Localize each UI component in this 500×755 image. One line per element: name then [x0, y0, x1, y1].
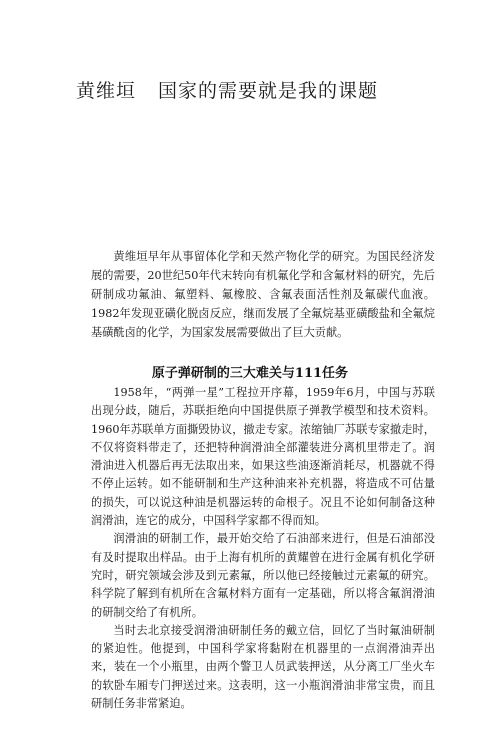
section-body [91, 384, 435, 713]
chapter-title-text: 国家的需要就是我的课题 [158, 80, 379, 102]
chapter-author: 黄维垣 [76, 80, 137, 102]
chapter-abstract: 黄维垣早年从事留体化学和天然产物化学的研究。为国民经济发展的需要，20世纪50年代末转向有机氟化学和含氟材料的研究，先后研制成功氟油、氟塑料、氟橡胶、含氟表面活性剂及氟碳代血液。1982年发现亚磺化脱卤反应，继而发展了全氟烷基亚磺酸盐和全氟烷基磺酰卤的化学，为国家发展需要做出了巨大贡献。 [91, 250, 435, 339]
body-paragraph-3: 当时去北京接受润滑油研制任务的戴立信，回忆了当时氟油研制的紧迫性。他提到，中国科学家将黏附在机器里的一点润滑油弄出来，装在一个小瓶里，由两个警卫人员武装押送，从分离工厂坐火车的软卧车厢专门押送过来。这表明，这一小瓶润滑油非常宝贵，而且研制任务非常紧迫。 [91, 623, 435, 711]
body-paragraph-1: 1958年，“两弹一星”工程拉开序幕，1959年6月，中国与苏联出现分歧，随后，苏联拒绝向中国提供原子弹教学模型和技术资料。1960年苏联单方面撕毁协议，撤走专家。浓缩铀厂苏联专家撤走时，不仅将资料带走了，还把特种润滑油全部灌装进分离机里带走了。润滑油进入机器后再无法取出来，如果这些油逐渐消耗尽，机器就不得不停止运转。如不能研制和生产这种油来补充机器，将造成不可估量的损失，可以说这种油是机器运转的命根子。况且不论如何制备这种润滑油，连它的成分，中国科学家都不得而知。 [91, 386, 435, 528]
chapter-title [76, 76, 378, 103]
section-heading: 原子弹研制的三大难关与111任务 [151, 366, 349, 381]
body-paragraph-2: 润滑油的研制工作，最开始交给了石油部来进行，但是石油部没有及时提取出样品。由于上海有机所的黄耀曾在进行金属有机化学研究时，研究领域会涉及到元素氟，所以他已经接触过元素氟的研究。科学院了解到有机所在含氟材料方面有一定基础，所以将含氟润滑油的研制交给了有机所。 [91, 532, 435, 619]
